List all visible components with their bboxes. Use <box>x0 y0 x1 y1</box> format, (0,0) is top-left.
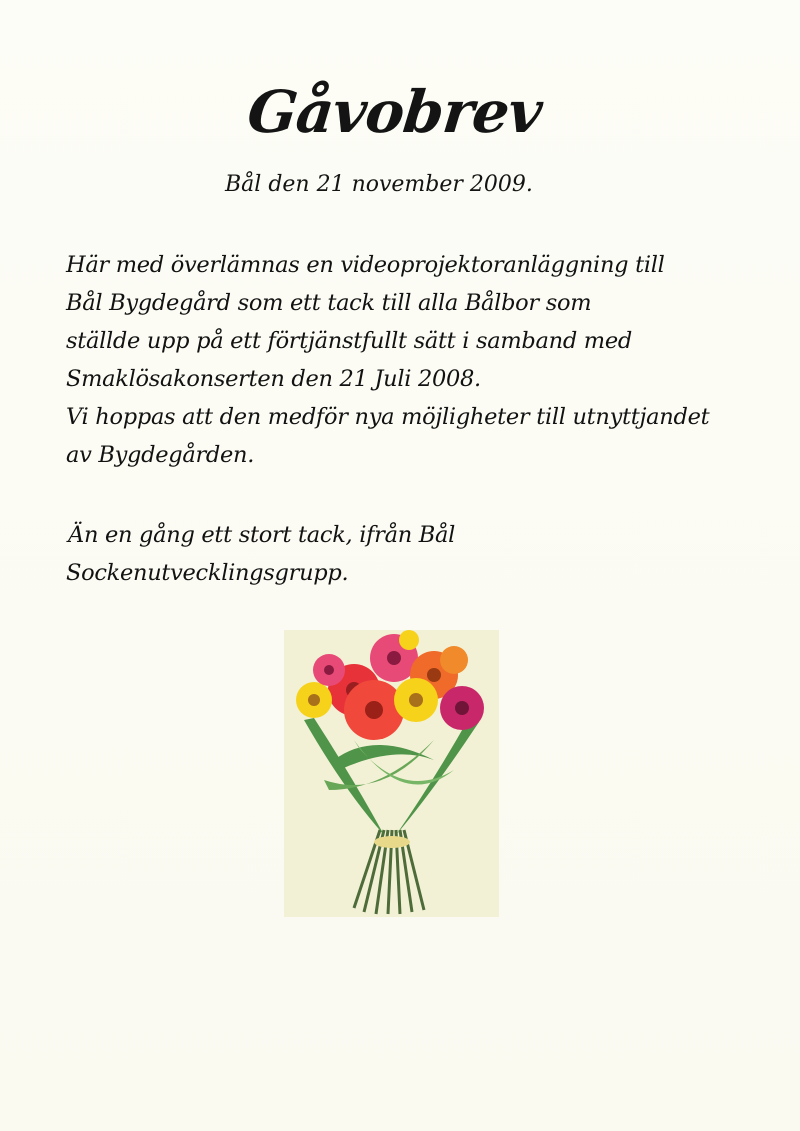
body-line: Bål Bygdegård som ett tack till alla Bålbor som <box>66 290 592 316</box>
closing-line: Än en gång ett stort tack, ifrån Bål <box>68 522 456 548</box>
body-line: av Bygdegården. <box>66 442 255 468</box>
body-line: Här med överlämnas en videoprojektoranläggning till <box>66 252 665 278</box>
letter-title: Gåvobrev <box>244 78 545 146</box>
closing-line: Sockenutvecklingsgrupp. <box>66 560 349 586</box>
body-line: Vi hoppas att den medför nya möjligheter till utnyttjandet <box>66 404 710 430</box>
body-line: ställde upp på ett förtjänstfullt sätt i samband med <box>66 328 632 354</box>
flower-bouquet-image <box>284 630 499 917</box>
letter-date: Bål den 21 november 2009. <box>225 172 533 197</box>
flower-bouquet-icon <box>284 630 499 917</box>
body-line: Smaklösakonserten den 21 Juli 2008. <box>66 366 481 392</box>
